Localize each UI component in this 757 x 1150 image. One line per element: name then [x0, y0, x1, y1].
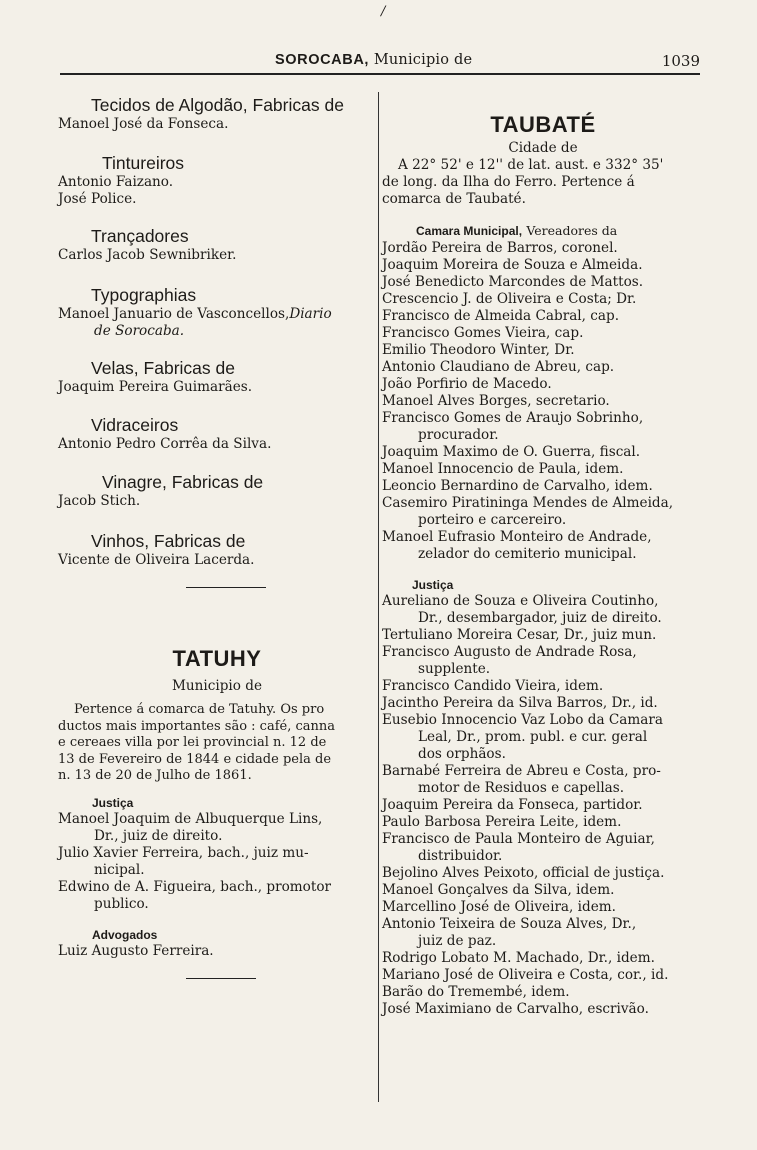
list-item: Antonio Teixeira de Souza Alves, Dr., [382, 916, 637, 932]
list-item: distribuidor. [418, 848, 503, 864]
list-item: Joaquim Pereira da Fonseca, partidor. [382, 797, 643, 813]
section-heading: Velas, Fabricas de [91, 358, 235, 378]
list-item: Francisco de Almeida Cabral, cap. [382, 308, 620, 324]
section-heading: Tecidos de Algodão, Fabricas de [91, 95, 344, 115]
city-title-taubate: TAUBATÉ [490, 112, 596, 137]
list-item: Joaquim Maximo de O. Guerra, fiscal. [382, 444, 641, 460]
left-column [58, 95, 376, 979]
list-item: Dr., desembargador, juiz de direito. [418, 610, 662, 626]
subheading-advogados: Advogados [92, 927, 158, 942]
description-line: e cereaes villa por lei provincial n. 12 de [58, 735, 327, 750]
list-item: Jordão Pereira de Barros, coronel. [382, 240, 618, 256]
list-item: Antonio Claudiano de Abreu, cap. [382, 359, 615, 375]
list-item: Edwino de A. Figueira, bach., promotor [58, 878, 332, 895]
list-item: Casemiro Piratininga Mendes de Almeida, [382, 495, 674, 511]
list-item: dos orphãos. [418, 746, 506, 762]
list-item: Paulo Barbosa Pereira Leite, idem. [382, 814, 622, 830]
taubate-justica-list [382, 593, 704, 1018]
running-title-city: SOROCABA, [275, 52, 370, 68]
list-item: Jacob Stich. [58, 493, 141, 509]
list-item: Vicente de Oliveira Lacerda. [58, 552, 255, 568]
list-item: de Sorocaba. [94, 323, 185, 339]
description-line: Pertence á comarca de Tatuhy. Os pro [74, 702, 325, 717]
list-item: Jacintho Pereira da Silva Barros, Dr., id. [382, 695, 658, 711]
section-rule [186, 978, 256, 979]
header-rule [60, 73, 700, 75]
list-item: Francisco Gomes de Araujo Sobrinho, [382, 410, 644, 426]
subheading-camara [382, 222, 704, 240]
section-heading: Typographias [91, 285, 197, 305]
list-item: Barnabé Ferreira de Abreu e Costa, pro- [382, 763, 661, 779]
top-mark: / [381, 4, 386, 19]
list-item: Crescencio J. de Oliveira e Costa; Dr. [382, 291, 637, 307]
city-subtitle: Cidade de [508, 140, 578, 156]
list-item: nicipal. [94, 861, 145, 878]
section-heading: Tintureiros [102, 153, 185, 173]
list-item: Eusebio Innocencio Vaz Lobo da Camara [382, 712, 664, 728]
list-item: José Benedicto Marcondes de Mattos. [382, 274, 644, 290]
tatuhy-description [58, 702, 376, 785]
list-item: Leoncio Bernardino de Carvalho, idem. [382, 478, 653, 494]
section-heading: Vidraceiros [91, 415, 179, 435]
description-line: 13 de Fevereiro de 1844 e cidade pela de [58, 751, 332, 767]
list-item [58, 306, 376, 323]
list-item: Tertuliano Moreira Cesar, Dr., juiz mun. [382, 627, 657, 643]
page-header [60, 52, 700, 74]
list-item: Manoel Gonçalves da Silva, idem. [382, 882, 615, 898]
page-number: 1039 [661, 52, 700, 70]
section-rule [186, 587, 266, 588]
description-line: A 22° 52' e 12'' de lat. aust. e 332° 35' [398, 157, 664, 173]
list-item: Leal, Dr., prom. publ. e cur. geral [418, 729, 648, 745]
typographias-line: Manoel Januario de Vasconcellos, [58, 306, 290, 322]
list-item: Antonio Pedro Corrêa da Silva. [58, 436, 272, 452]
description-line: ductos mais importantes são : café, canna [58, 718, 336, 734]
list-item: Dr., juiz de direito. [94, 827, 223, 844]
description-line: n. 13 de 20 de Julho de 1861. [58, 768, 252, 783]
camara-list [382, 240, 704, 563]
list-item: publico. [94, 895, 149, 912]
list-item: porteiro e carcereiro. [418, 512, 567, 528]
column-divider [378, 92, 379, 1102]
list-item: Luiz Augusto Ferreira. [58, 942, 214, 959]
list-item: Julio Xavier Ferreira, bach., juiz mu- [58, 844, 309, 861]
section-heading: Vinhos, Fabricas de [91, 531, 246, 551]
list-item: Francisco de Paula Monteiro de Aguiar, [382, 831, 655, 847]
list-item: Mariano José de Oliveira e Costa, cor., id. [382, 967, 669, 983]
tatuhy-justica-list [58, 811, 376, 913]
list-item: procurador. [418, 427, 499, 443]
list-item: Bejolino Alves Peixoto, official de justiça. [382, 865, 665, 881]
list-item: motor de Residuos e capellas. [418, 780, 625, 796]
list-item: Manoel José da Fonseca. [58, 116, 229, 132]
list-item: Francisco Candido Vieira, idem. [382, 678, 604, 694]
section-heading: Trançadores [91, 226, 189, 246]
list-item: José Maximiano de Carvalho, escrivão. [382, 1001, 649, 1017]
right-column [382, 112, 704, 1018]
section-heading: Vinagre, Fabricas de [102, 472, 264, 492]
description-line: de long. da Ilha do Ferro. Pertence á [382, 174, 635, 190]
city-title-tatuhy: TATUHY [172, 646, 262, 671]
list-item: Manoel Innocencio de Paula, idem. [382, 461, 624, 477]
list-item: juiz de paz. [418, 933, 497, 949]
camara-label-rest: Vereadores da [526, 223, 618, 238]
description-line: comarca de Taubaté. [382, 191, 526, 207]
list-item: Manoel Eufrasio Monteiro de Andrade, [382, 529, 652, 545]
running-title-rest: Municipio de [373, 52, 473, 68]
running-title [275, 52, 472, 68]
list-item: Barão do Tremembé, idem. [382, 984, 570, 1000]
typographias-italic: Diario [289, 306, 332, 322]
list-item: Francisco Gomes Vieira, cap. [382, 325, 584, 341]
list-item: Antonio Faizano. [58, 174, 174, 190]
list-item: Joaquim Moreira de Souza e Almeida. [382, 257, 643, 273]
list-item: Carlos Jacob Sewnibriker. [58, 247, 237, 263]
camara-label: Camara Municipal, [416, 224, 523, 238]
list-item: Aureliano de Souza e Oliveira Coutinho, [382, 593, 659, 609]
city-subtitle: Municipio de [171, 678, 263, 694]
list-item: João Porfirio de Macedo. [382, 376, 552, 392]
list-item: Marcellino José de Oliveira, idem. [382, 899, 616, 915]
list-item: zelador do cemiterio municipal. [418, 546, 637, 562]
list-item: Emilio Theodoro Winter, Dr. [382, 342, 575, 358]
list-item: Francisco Augusto de Andrade Rosa, [382, 644, 637, 660]
subheading-justica: Justiça [92, 795, 134, 810]
list-item: Joaquim Pereira Guimarães. [58, 379, 253, 395]
list-item: Manoel Joaquim de Albuquerque Lins, [58, 810, 323, 827]
list-item: Manoel Alves Borges, secretario. [382, 393, 610, 409]
list-item: supplente. [418, 661, 491, 677]
list-item: José Police. [58, 191, 137, 207]
list-item: Rodrigo Lobato M. Machado, Dr., idem. [382, 950, 655, 966]
subheading-justica: Justiça [412, 578, 454, 592]
